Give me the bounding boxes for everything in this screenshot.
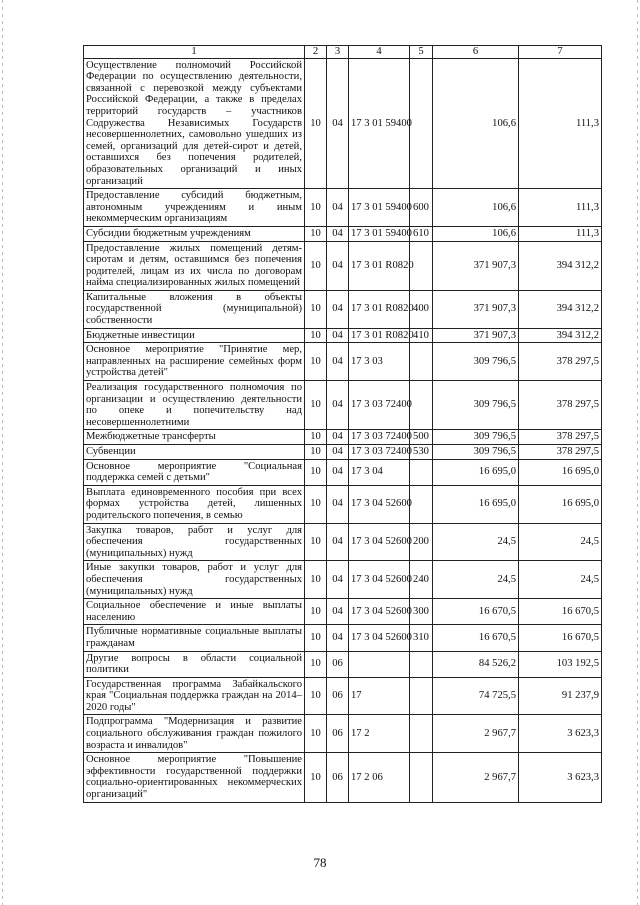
row-target-item-code: 17 3 03 72400 bbox=[349, 430, 410, 445]
row-subsection-code: 06 bbox=[327, 753, 349, 802]
row-target-item-code bbox=[349, 651, 410, 677]
row-name: Субсидии бюджетным учреждениям bbox=[84, 226, 305, 241]
table-row bbox=[84, 343, 602, 381]
row-section-code: 10 bbox=[305, 599, 327, 625]
row-subsection-code: 04 bbox=[327, 459, 349, 485]
table-row bbox=[84, 561, 602, 599]
row-amount-year-2: 378 297,5 bbox=[519, 343, 602, 381]
row-section-code: 10 bbox=[305, 226, 327, 241]
row-target-item-code: 17 2 06 bbox=[349, 753, 410, 802]
row-expense-type-code: 300 bbox=[410, 599, 433, 625]
column-header-7: 7 bbox=[519, 46, 602, 59]
row-amount-year-1: 106,6 bbox=[433, 226, 519, 241]
table-row bbox=[84, 625, 602, 651]
row-expense-type-code bbox=[410, 485, 433, 523]
row-amount-year-1: 106,6 bbox=[433, 189, 519, 227]
row-section-code: 10 bbox=[305, 430, 327, 445]
row-subsection-code: 06 bbox=[327, 651, 349, 677]
row-amount-year-2: 91 237,9 bbox=[519, 677, 602, 715]
row-name: Иные закупки товаров, работ и услуг для обеспечения государственных (муниципальных) нужд bbox=[84, 561, 305, 599]
column-header-5: 5 bbox=[410, 46, 433, 59]
row-expense-type-code: 410 bbox=[410, 328, 433, 343]
table-row bbox=[84, 226, 602, 241]
row-expense-type-code bbox=[410, 459, 433, 485]
row-expense-type-code bbox=[410, 651, 433, 677]
row-name: Предоставление жилых помещений детям-сиротам и детям, оставшимся без попечения родителей, лицам из их числа по договорам найма специализированных жилых помещений bbox=[84, 241, 305, 290]
row-amount-year-1: 106,6 bbox=[433, 58, 519, 189]
row-amount-year-1: 309 796,5 bbox=[433, 343, 519, 381]
row-name: Основное мероприятие "Социальная поддержка семей с детьми" bbox=[84, 459, 305, 485]
row-amount-year-2: 16 670,5 bbox=[519, 625, 602, 651]
row-amount-year-2: 111,3 bbox=[519, 189, 602, 227]
row-target-item-code: 17 3 03 bbox=[349, 343, 410, 381]
row-amount-year-1: 84 526,2 bbox=[433, 651, 519, 677]
row-section-code: 10 bbox=[305, 290, 327, 328]
row-subsection-code: 04 bbox=[327, 599, 349, 625]
row-section-code: 10 bbox=[305, 715, 327, 753]
row-expense-type-code: 530 bbox=[410, 445, 433, 460]
row-amount-year-1: 371 907,3 bbox=[433, 241, 519, 290]
row-amount-year-1: 2 967,7 bbox=[433, 753, 519, 802]
row-section-code: 10 bbox=[305, 445, 327, 460]
column-header-1: 1 bbox=[84, 46, 305, 59]
table-row bbox=[84, 651, 602, 677]
row-name: Осуществление полномочий Российской Федерации по осуществлению деятельности, связанной с перевозкой между субъектами Российской Федерации, а также в пределах территорий государств – участников Содружества Независимых Государств несовершеннолетних, самовольно ушедших из семей, организаций для детей-сирот и детей, оставшихся без попечения родителей, образовательных организаций и иных организаций bbox=[84, 58, 305, 189]
column-header-4: 4 bbox=[349, 46, 410, 59]
page-number: 78 bbox=[313, 855, 327, 870]
row-subsection-code: 04 bbox=[327, 58, 349, 189]
row-subsection-code: 04 bbox=[327, 290, 349, 328]
row-name: Реализация государственного полномочия по организации и осуществлению деятельности по опеке и попечительству над несовершеннолетними bbox=[84, 381, 305, 430]
table-row bbox=[84, 459, 602, 485]
row-section-code: 10 bbox=[305, 241, 327, 290]
row-name: Бюджетные инвестиции bbox=[84, 328, 305, 343]
row-target-item-code: 17 3 01 R0820 bbox=[349, 241, 410, 290]
row-subsection-code: 04 bbox=[327, 445, 349, 460]
row-expense-type-code: 500 bbox=[410, 430, 433, 445]
row-name: Закупка товаров, работ и услуг для обеспечения государственных (муниципальных) нужд bbox=[84, 523, 305, 561]
row-name: Государственная программа Забайкальского края "Социальная поддержка граждан на 2014–2020 годы" bbox=[84, 677, 305, 715]
row-amount-year-2: 24,5 bbox=[519, 561, 602, 599]
row-amount-year-1: 309 796,5 bbox=[433, 381, 519, 430]
row-expense-type-code: 200 bbox=[410, 523, 433, 561]
row-expense-type-code bbox=[410, 58, 433, 189]
row-target-item-code: 17 3 01 R0820 bbox=[349, 328, 410, 343]
row-target-item-code: 17 3 01 59400 bbox=[349, 189, 410, 227]
row-amount-year-1: 24,5 bbox=[433, 523, 519, 561]
row-subsection-code: 04 bbox=[327, 430, 349, 445]
row-name: Другие вопросы в области социальной политики bbox=[84, 651, 305, 677]
row-amount-year-2: 16 695,0 bbox=[519, 459, 602, 485]
table-row bbox=[84, 753, 602, 802]
row-amount-year-1: 371 907,3 bbox=[433, 328, 519, 343]
page-edge-right bbox=[637, 0, 638, 905]
row-amount-year-1: 2 967,7 bbox=[433, 715, 519, 753]
row-amount-year-1: 309 796,5 bbox=[433, 430, 519, 445]
row-amount-year-2: 111,3 bbox=[519, 226, 602, 241]
row-section-code: 10 bbox=[305, 328, 327, 343]
row-amount-year-2: 378 297,5 bbox=[519, 445, 602, 460]
row-amount-year-2: 3 623,3 bbox=[519, 753, 602, 802]
page-edge-left bbox=[2, 0, 3, 905]
row-name: Капитальные вложения в объекты государственной (муниципальной) собственности bbox=[84, 290, 305, 328]
table-body bbox=[84, 58, 602, 802]
row-subsection-code: 04 bbox=[327, 625, 349, 651]
row-subsection-code: 06 bbox=[327, 677, 349, 715]
row-name: Субвенции bbox=[84, 445, 305, 460]
row-expense-type-code: 240 bbox=[410, 561, 433, 599]
row-target-item-code: 17 3 04 52600 bbox=[349, 625, 410, 651]
row-amount-year-1: 16 695,0 bbox=[433, 459, 519, 485]
row-subsection-code: 04 bbox=[327, 343, 349, 381]
row-name: Основное мероприятие "Повышение эффективности государственной поддержки социально-ориентированных некоммерческих организаций" bbox=[84, 753, 305, 802]
row-amount-year-1: 16 670,5 bbox=[433, 625, 519, 651]
row-target-item-code: 17 3 03 72400 bbox=[349, 445, 410, 460]
row-amount-year-1: 24,5 bbox=[433, 561, 519, 599]
row-subsection-code: 04 bbox=[327, 381, 349, 430]
table-row bbox=[84, 677, 602, 715]
row-section-code: 10 bbox=[305, 625, 327, 651]
row-target-item-code: 17 3 03 72400 bbox=[349, 381, 410, 430]
table-row bbox=[84, 290, 602, 328]
row-section-code: 10 bbox=[305, 485, 327, 523]
table-row bbox=[84, 485, 602, 523]
row-expense-type-code bbox=[410, 343, 433, 381]
row-section-code: 10 bbox=[305, 523, 327, 561]
row-target-item-code: 17 2 bbox=[349, 715, 410, 753]
table-row bbox=[84, 328, 602, 343]
row-subsection-code: 04 bbox=[327, 226, 349, 241]
row-amount-year-2: 103 192,5 bbox=[519, 651, 602, 677]
row-expense-type-code: 600 bbox=[410, 189, 433, 227]
row-subsection-code: 04 bbox=[327, 189, 349, 227]
row-section-code: 10 bbox=[305, 381, 327, 430]
row-amount-year-1: 74 725,5 bbox=[433, 677, 519, 715]
row-target-item-code: 17 3 01 59400 bbox=[349, 226, 410, 241]
row-subsection-code: 04 bbox=[327, 241, 349, 290]
row-name: Основное мероприятие "Принятие мер, направленных на расширение семейных форм устройства детей" bbox=[84, 343, 305, 381]
row-expense-type-code: 310 bbox=[410, 625, 433, 651]
row-amount-year-2: 16 670,5 bbox=[519, 599, 602, 625]
row-target-item-code: 17 3 04 52600 bbox=[349, 523, 410, 561]
row-expense-type-code: 610 bbox=[410, 226, 433, 241]
row-target-item-code: 17 3 04 bbox=[349, 459, 410, 485]
budget-table bbox=[83, 45, 602, 803]
row-expense-type-code bbox=[410, 715, 433, 753]
row-amount-year-2: 394 312,2 bbox=[519, 328, 602, 343]
row-subsection-code: 04 bbox=[327, 485, 349, 523]
row-section-code: 10 bbox=[305, 651, 327, 677]
row-name: Социальное обеспечение и иные выплаты населению bbox=[84, 599, 305, 625]
row-target-item-code: 17 bbox=[349, 677, 410, 715]
table-row bbox=[84, 58, 602, 189]
row-amount-year-2: 16 695,0 bbox=[519, 485, 602, 523]
row-section-code: 10 bbox=[305, 459, 327, 485]
row-section-code: 10 bbox=[305, 561, 327, 599]
row-amount-year-2: 394 312,2 bbox=[519, 241, 602, 290]
row-section-code: 10 bbox=[305, 343, 327, 381]
row-amount-year-2: 24,5 bbox=[519, 523, 602, 561]
row-subsection-code: 04 bbox=[327, 523, 349, 561]
row-name: Выплата единовременного пособия при всех формах устройства детей, лишенных родительского попечения, в семью bbox=[84, 485, 305, 523]
row-amount-year-2: 394 312,2 bbox=[519, 290, 602, 328]
table-row bbox=[84, 523, 602, 561]
table-row bbox=[84, 599, 602, 625]
row-section-code: 10 bbox=[305, 677, 327, 715]
row-name: Межбюджетные трансферты bbox=[84, 430, 305, 445]
row-expense-type-code: 400 bbox=[410, 290, 433, 328]
row-expense-type-code bbox=[410, 381, 433, 430]
row-amount-year-1: 371 907,3 bbox=[433, 290, 519, 328]
row-target-item-code: 17 3 01 R0820 bbox=[349, 290, 410, 328]
table-row bbox=[84, 715, 602, 753]
row-amount-year-1: 16 695,0 bbox=[433, 485, 519, 523]
row-amount-year-2: 111,3 bbox=[519, 58, 602, 189]
row-target-item-code: 17 3 04 52600 bbox=[349, 561, 410, 599]
row-subsection-code: 06 bbox=[327, 715, 349, 753]
column-header-2: 2 bbox=[305, 46, 327, 59]
row-target-item-code: 17 3 01 59400 bbox=[349, 58, 410, 189]
row-amount-year-1: 16 670,5 bbox=[433, 599, 519, 625]
header-row bbox=[84, 46, 602, 59]
table-row bbox=[84, 189, 602, 227]
row-amount-year-2: 3 623,3 bbox=[519, 715, 602, 753]
row-name: Предоставление субсидий бюджетным, автономным учреждениям и иным некоммерческим организациям bbox=[84, 189, 305, 227]
row-section-code: 10 bbox=[305, 58, 327, 189]
column-header-6: 6 bbox=[433, 46, 519, 59]
row-amount-year-1: 309 796,5 bbox=[433, 445, 519, 460]
row-subsection-code: 04 bbox=[327, 561, 349, 599]
row-target-item-code: 17 3 04 52600 bbox=[349, 485, 410, 523]
table-row bbox=[84, 445, 602, 460]
table-row bbox=[84, 381, 602, 430]
row-section-code: 10 bbox=[305, 189, 327, 227]
table-row bbox=[84, 430, 602, 445]
row-expense-type-code bbox=[410, 753, 433, 802]
column-header-3: 3 bbox=[327, 46, 349, 59]
table-row bbox=[84, 241, 602, 290]
row-amount-year-2: 378 297,5 bbox=[519, 430, 602, 445]
row-amount-year-2: 378 297,5 bbox=[519, 381, 602, 430]
row-target-item-code: 17 3 04 52600 bbox=[349, 599, 410, 625]
row-subsection-code: 04 bbox=[327, 328, 349, 343]
row-name: Публичные нормативные социальные выплаты гражданам bbox=[84, 625, 305, 651]
row-expense-type-code bbox=[410, 677, 433, 715]
row-section-code: 10 bbox=[305, 753, 327, 802]
row-name: Подпрограмма "Модернизация и развитие социального обслуживания граждан пожилого возраста и инвалидов" bbox=[84, 715, 305, 753]
